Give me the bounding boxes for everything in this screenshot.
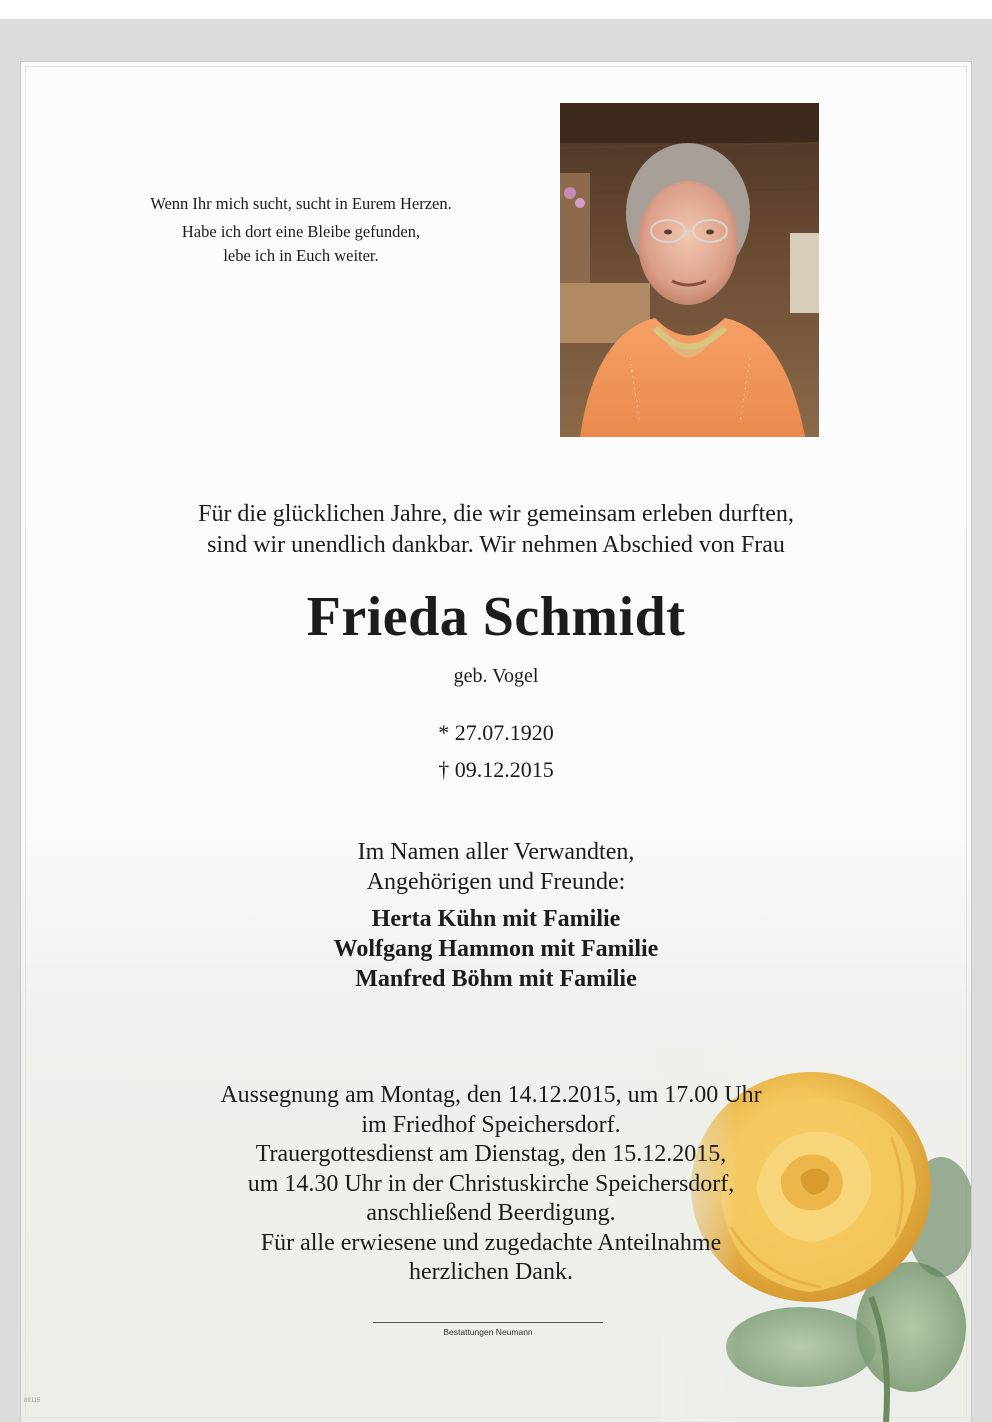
mourners-intro-line-1: Im Namen aller Verwandten, — [357, 839, 635, 865]
intro-line-1: Für die glücklichen Jahre, die wir gemeinsam erleben durften, — [198, 501, 794, 527]
mourner-item: Herta Kühn mit Familie — [371, 906, 621, 932]
mourners-intro-line-2: Angehörigen und Freunde: — [366, 869, 626, 895]
outer-frame — [0, 19, 992, 1422]
service-line: um 14.30 Uhr in der Christuskirche Speichersdorf, — [247, 1170, 735, 1197]
service-line: herzlichen Dank. — [409, 1259, 573, 1285]
mourners-intro — [21, 837, 971, 897]
undertaker-name: Bestattungen Neumann — [443, 1327, 533, 1337]
service-line: im Friedhof Speichersdorf. — [361, 1111, 621, 1138]
intro-line-2: sind wir unendlich dankbar. Wir nehmen Abschied von Frau — [207, 532, 785, 558]
service-line: Aussegnung am Montag, den 14.12.2015, um 17.00 Uhr — [220, 1082, 762, 1108]
mourners-list — [21, 904, 971, 994]
deceased-name: Frieda Schmidt — [306, 586, 686, 648]
maiden-name: geb. Vogel — [453, 665, 539, 687]
template-code: 89115 — [24, 1398, 41, 1404]
service-details — [141, 1081, 841, 1288]
obituary-card — [21, 62, 971, 1422]
service-line: anschließend Beerdigung. — [366, 1200, 616, 1226]
portrait-photo — [560, 103, 819, 437]
birth-date: * 27.07.1920 — [438, 720, 554, 745]
signature-rule — [373, 1322, 603, 1323]
poem-line-3: lebe ich in Euch weiter. — [223, 246, 379, 265]
poem-line-2: Habe ich dort eine Bleibe gefunden, — [181, 222, 421, 241]
service-line: Trauergottesdienst am Dienstag, den 15.12.2015, — [255, 1141, 727, 1167]
farewell-intro — [21, 499, 971, 561]
poem-line-1: Wenn Ihr mich sucht, sucht in Eurem Herzen. — [150, 194, 452, 213]
mourner-item: Wolfgang Hammon mit Familie — [333, 936, 659, 962]
poem — [91, 192, 511, 268]
service-line: Für alle erwiesene und zugedachte Anteilnahme — [260, 1229, 722, 1256]
death-date: † 09.12.2015 — [438, 757, 554, 782]
mourner-item: Manfred Böhm mit Familie — [355, 966, 637, 992]
